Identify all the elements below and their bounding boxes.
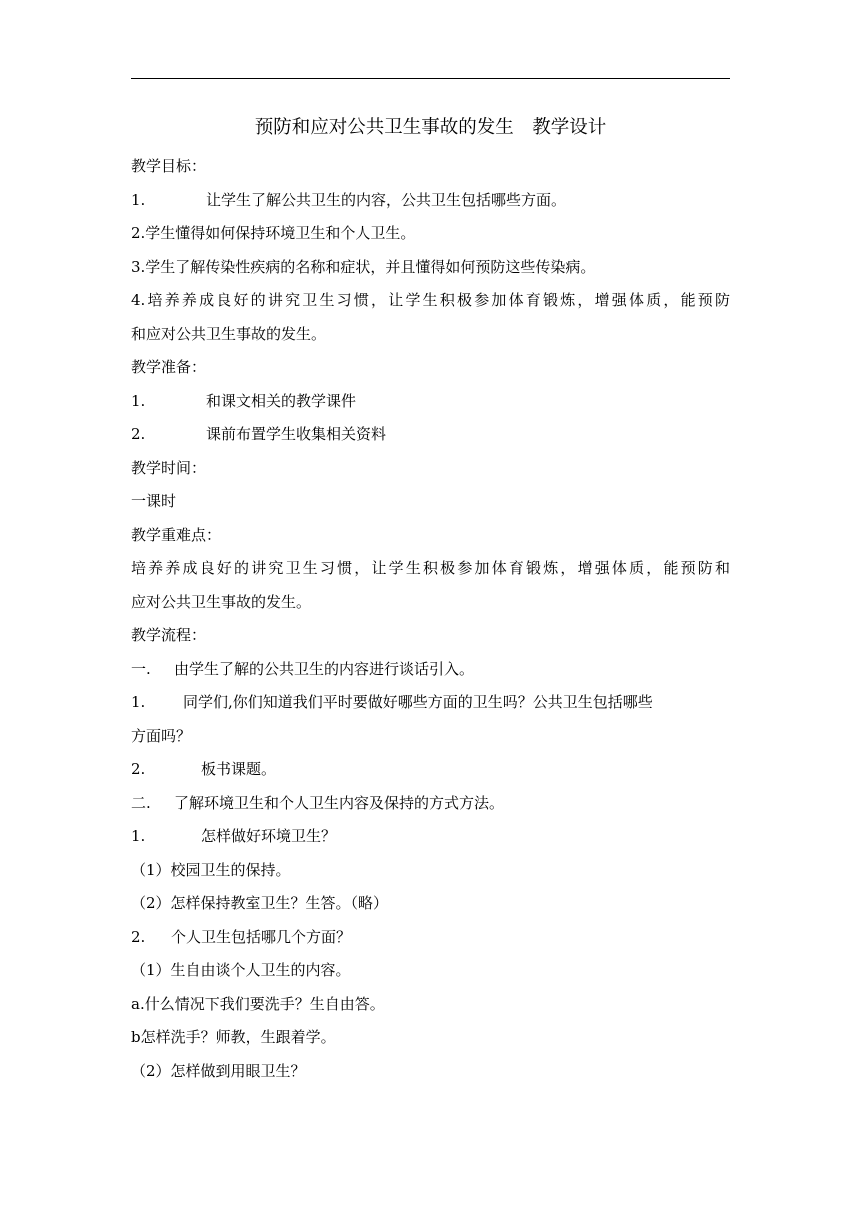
flow-part-1-item-1-continued: 方面吗？ <box>131 726 192 745</box>
flow-part-2-number: 二. <box>131 793 151 812</box>
flow-part-2-item-1-text: 怎样做好环境卫生？ <box>201 827 337 845</box>
goal-item-4-continued: 和应对公共卫生事故的发生。 <box>131 324 327 343</box>
flow-part-1-item-2-number: 2. <box>131 760 146 778</box>
time-heading: 教学时间： <box>131 458 207 477</box>
flow-part-2-sub-6: （2）怎样做到用眼卫生？ <box>131 1061 306 1080</box>
flow-part-1-text: 由学生了解的公共卫生的内容进行谈话引入。 <box>174 659 475 678</box>
key-text-line-1: 培养养成良好的讲究卫生习惯，让学生积极参加体育锻炼，增强体质，能预防和 <box>131 559 730 577</box>
goal-item-1-text: 让学生了解公共卫生的内容，公共卫生包括哪些方面。 <box>206 190 567 209</box>
prep-item-1-number: 1. <box>131 391 146 410</box>
flow-part-2-sub-4: a.什么情况下我们要洗手？生自由答。 <box>131 994 385 1013</box>
key-heading: 教学重难点： <box>131 525 222 544</box>
flow-part-1 <box>131 653 730 687</box>
flow-part-2-sub-3: （1）生自由谈个人卫生的内容。 <box>131 961 351 979</box>
goal-item-2: 2.学生懂得如何保持环境卫生和个人卫生。 <box>131 224 416 242</box>
flow-part-2-item-1-number: 1. <box>131 827 146 845</box>
document-title: 预防和应对公共卫生事故的发生 教学设计 <box>254 117 607 138</box>
document-body <box>131 150 730 1088</box>
flow-part-2-text: 了解环境卫生和个人卫生内容及保持的方式方法。 <box>174 793 505 812</box>
prep-item-1 <box>131 385 730 419</box>
flow-part-2-sub-5: b怎样洗手？师教，生跟着学。 <box>131 1028 336 1046</box>
goal-item-3: 3.学生了解传染性疾病的名称和症状，并且懂得如何预防这些传染病。 <box>131 257 596 276</box>
flow-heading: 教学流程： <box>131 626 207 644</box>
goal-item-1-number: 1. <box>131 190 146 209</box>
flow-part-1-item-1-text: 同学们,你们知道我们平时要做好哪些方面的卫生吗？公共卫生包括哪些 <box>183 693 653 711</box>
prep-item-2 <box>131 418 730 452</box>
flow-part-2-item-1 <box>131 820 730 854</box>
flow-part-1-item-2-text: 板书课题。 <box>201 760 277 778</box>
flow-part-1-item-1-number: 1. <box>131 693 146 711</box>
flow-part-2-item-2 <box>131 921 730 955</box>
header-rule <box>131 78 730 79</box>
time-text: 一课时 <box>131 492 177 510</box>
prep-item-2-text: 课前布置学生收集相关资料 <box>206 425 387 443</box>
prep-item-1-text: 和课文相关的教学课件 <box>206 391 357 410</box>
flow-part-1-number: 一. <box>131 659 151 678</box>
flow-part-2 <box>131 787 730 821</box>
flow-part-1-item-2 <box>131 753 730 787</box>
prep-item-2-number: 2. <box>131 425 146 443</box>
key-text-line-2: 应对公共卫生事故的发生。 <box>131 592 312 611</box>
flow-part-1-item-1 <box>131 686 730 720</box>
flow-part-2-sub-2: （2）怎样保持教室卫生？生答。（略） <box>131 894 389 912</box>
prep-heading: 教学准备： <box>131 358 207 376</box>
flow-part-2-sub-1: （1）校园卫生的保持。 <box>131 860 291 879</box>
goals-heading: 教学目标： <box>131 157 207 175</box>
flow-part-2-item-2-number: 2. <box>131 927 146 946</box>
goal-item-1 <box>131 184 730 218</box>
goal-item-4: 4.培养养成良好的讲究卫生习惯，让学生积极参加体育锻炼，增强体质，能预防 <box>131 291 730 309</box>
flow-part-2-item-2-text: 个人卫生包括哪几个方面？ <box>171 927 352 946</box>
